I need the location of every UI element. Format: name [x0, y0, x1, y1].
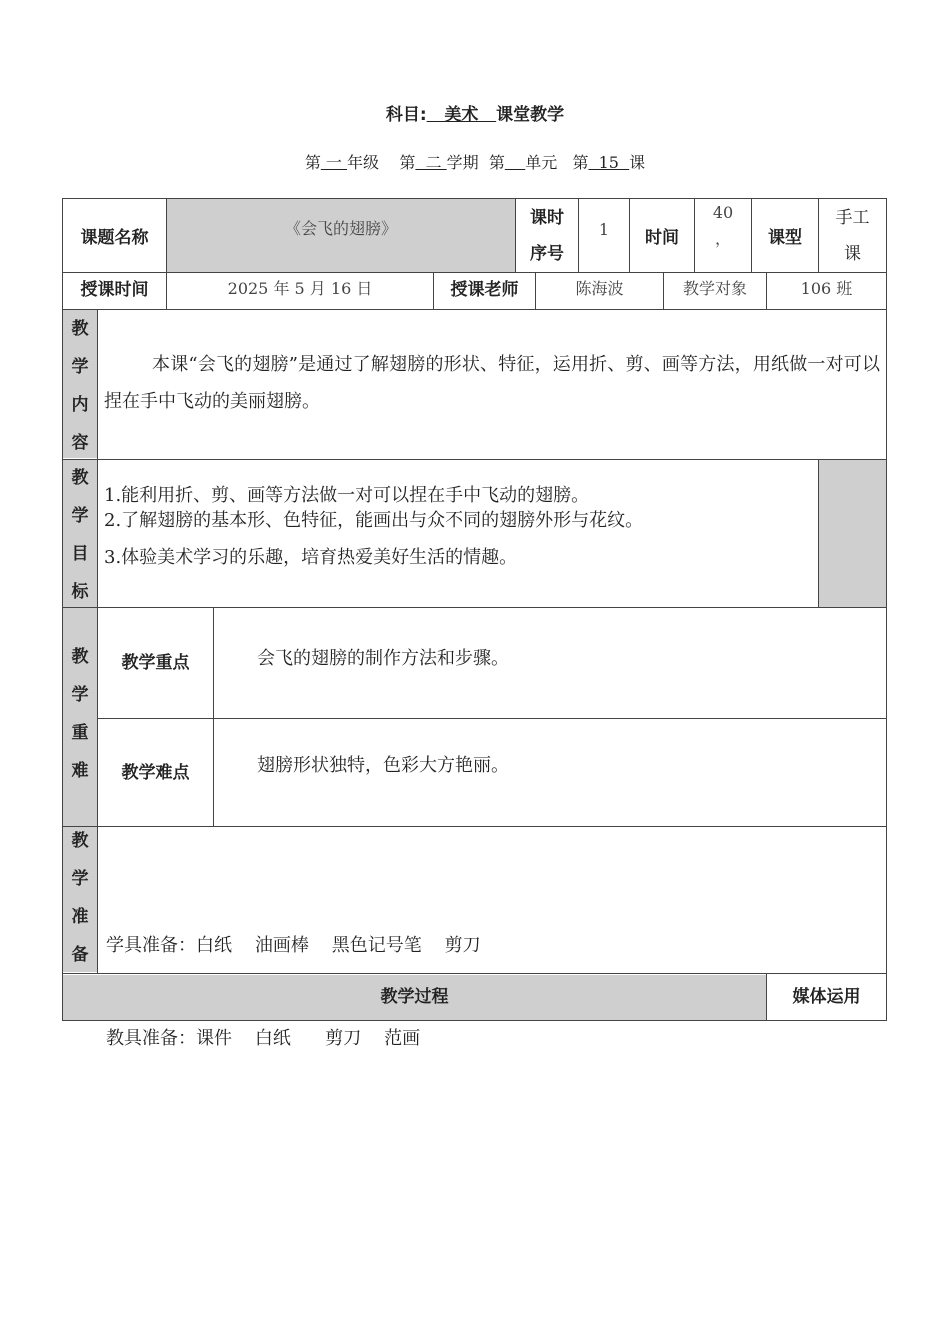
lesson-seq-label-line1: 课时: [530, 208, 564, 228]
keypoints-label: [63, 638, 97, 790]
lesson-type-value-line1: 手工: [835, 208, 870, 228]
term-suffix: 学期 第: [446, 153, 505, 172]
process-label: 教学过程: [380, 987, 449, 1007]
prep-label-char: 学: [71, 869, 89, 889]
prep-label-char: 准: [71, 907, 89, 927]
prep-label-char: 教: [71, 831, 89, 851]
goals-label-char: 教: [71, 468, 89, 488]
goal-item: 3.体验美术学习的乐趣，培育热爱美好生活的情趣。: [104, 547, 518, 568]
target-label: 教学对象: [682, 279, 747, 298]
content-label-char: 内: [71, 395, 89, 415]
teacher-label: 授课老师: [450, 279, 519, 300]
unit-suffix: 单元 第: [525, 153, 589, 172]
date-label: 授课时间: [80, 279, 149, 300]
student-materials: 学具准备：白纸 油画棒 黑色记号笔 剪刀: [106, 935, 481, 956]
content-label-char: 教: [71, 319, 89, 339]
content-label-char: 容: [71, 433, 89, 453]
content-label: [63, 310, 97, 462]
goals-list: [104, 483, 816, 570]
difficult-point-label: 教学难点: [121, 763, 190, 783]
content-label-char: 学: [71, 357, 89, 377]
keypoints-label-char: 教: [71, 647, 89, 667]
lesson-type-label: 课型: [768, 228, 802, 248]
goals-side-bg: [818, 460, 886, 607]
goals-label-char: 目: [71, 544, 89, 564]
page-title: [0, 100, 950, 125]
keypoints-label-char: 学: [71, 685, 89, 705]
goals-label-char: 学: [71, 506, 89, 526]
lesson-number: 15: [588, 153, 630, 172]
time-value-line2: ，: [714, 229, 731, 248]
unit-value: [505, 153, 525, 172]
time-value: [695, 200, 751, 252]
lesson-seq-value: 1: [598, 220, 610, 239]
media-label: 媒体运用: [792, 987, 861, 1007]
goal-item: 2.了解翅膀的基本形、色特征，能画出与众不同的翅膀外形与花纹。: [104, 510, 644, 531]
goals-label-char: 标: [71, 582, 89, 602]
time-value-line1: 40: [712, 203, 734, 222]
date-value: 2025 年 5 月 16 日: [227, 279, 373, 298]
teacher-materials: 教具准备：课件 白纸 剪刀 范画: [106, 1028, 421, 1049]
teacher-value: 陈海波: [575, 279, 624, 298]
subject-label: 科目:: [385, 105, 427, 125]
difficult-point-text: 翅膀形状独特，色彩大方艳丽。: [257, 755, 509, 776]
lesson-suffix: 课: [629, 153, 646, 172]
lesson-type-value-line2: 课: [844, 244, 861, 264]
subject-value: 美术: [426, 105, 497, 125]
lesson-info-line: [0, 150, 950, 173]
goal-item: 1.能利用折、剪、画等方法做一对可以捏在手中飞动的翅膀。: [104, 485, 590, 506]
grade-prefix: 第: [304, 153, 321, 172]
term-value: 二: [415, 153, 447, 172]
target-value: 106 班: [800, 279, 853, 298]
prep-label-char: 备: [71, 945, 89, 965]
time-label: 时间: [645, 228, 679, 248]
lesson-seq-label-line2: 序号: [530, 244, 564, 264]
grade-value: 一: [320, 153, 348, 172]
keypoints-label-char: 重: [71, 723, 89, 743]
grade-suffix: 年级 第: [347, 153, 416, 172]
key-point-text: 会飞的翅膀的制作方法和步骤。: [257, 648, 509, 669]
lesson-type-value: [819, 200, 886, 272]
prep-list: [106, 868, 806, 1085]
lesson-seq-label: [516, 200, 578, 272]
key-point-label: 教学重点: [121, 653, 190, 673]
prep-label: [63, 822, 97, 974]
content-text: 本课“会飞的翅膀”是通过了解翅膀的形状、特征，运用折、剪、画等方法，用纸做一对可以捏在手中飞动的美丽翅膀。: [104, 354, 880, 412]
topic-label: 课题名称: [80, 228, 149, 248]
keypoints-label-char: 难: [71, 761, 89, 781]
subject-suffix: 课堂教学: [496, 105, 565, 125]
goals-label: [63, 459, 97, 611]
topic-value: 《会飞的翅膀》: [284, 219, 397, 238]
